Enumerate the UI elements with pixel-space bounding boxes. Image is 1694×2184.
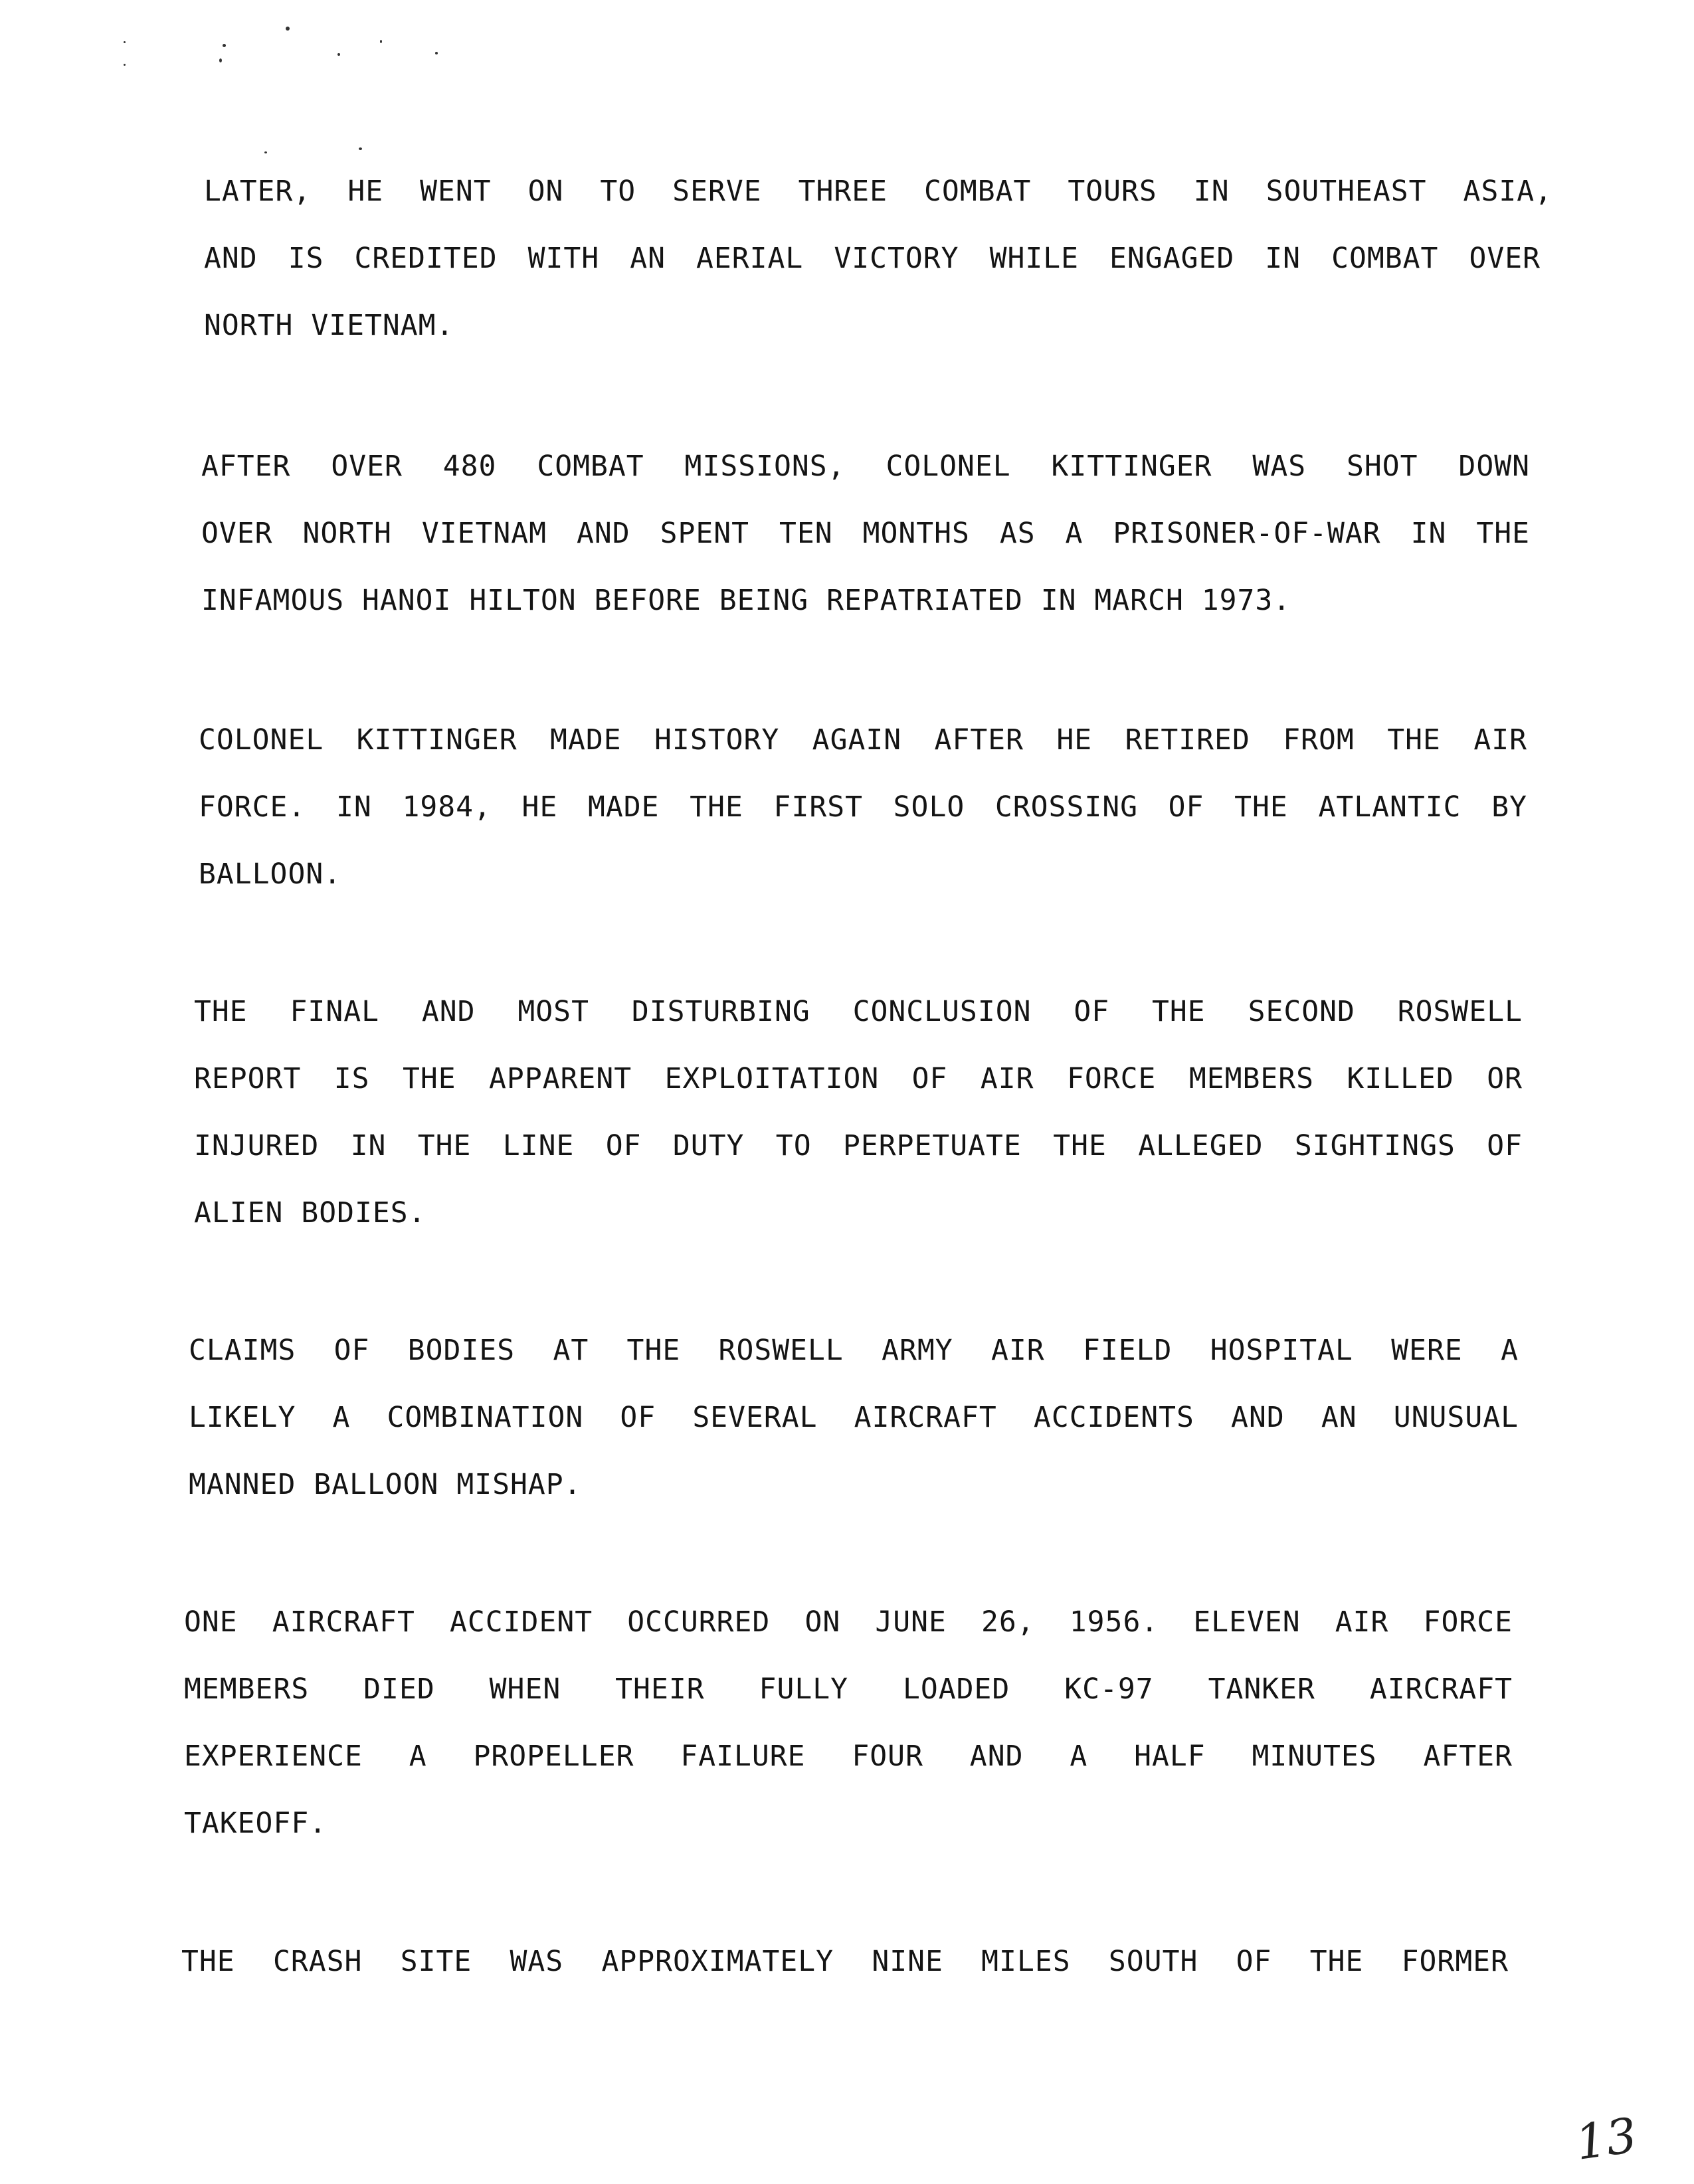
text-line: ALIEN BODIES. bbox=[194, 1196, 426, 1229]
text-line: CLAIMS OF BODIES AT THE ROSWELL ARMY AIR FIELD HOSPITAL WERE A bbox=[189, 1334, 1519, 1367]
text-line: FORCE. IN 1984, HE MADE THE FIRST SOLO CROSSING OF THE ATLANTIC BY bbox=[199, 790, 1527, 824]
paragraph-3 bbox=[199, 707, 1527, 908]
paragraph-7 bbox=[181, 1928, 1509, 1995]
text-line: LIKELY A COMBINATION OF SEVERAL AIRCRAFT ACCIDENTS AND AN UNUSUAL bbox=[189, 1401, 1519, 1434]
text-line: TAKEOFF. bbox=[184, 1807, 328, 1840]
scan-speck bbox=[264, 151, 267, 153]
text-line: AFTER OVER 480 COMBAT MISSIONS, COLONEL KITTINGER WAS SHOT DOWN bbox=[201, 450, 1530, 483]
scan-speck bbox=[359, 147, 362, 150]
text-line: LATER, HE WENT ON TO SERVE THREE COMBAT TOURS IN SOUTHEAST ASIA, bbox=[204, 175, 1553, 208]
text-line: COLONEL KITTINGER MADE HISTORY AGAIN AFTER HE RETIRED FROM THE AIR bbox=[199, 723, 1527, 757]
text-line: NORTH VIETNAM. bbox=[204, 309, 454, 342]
scan-speck bbox=[286, 27, 290, 31]
scan-speck bbox=[124, 64, 126, 66]
text-line: THE CRASH SITE WAS APPROXIMATELY NINE MILES SOUTH OF THE FORMER bbox=[181, 1945, 1509, 1978]
scan-speck bbox=[223, 44, 226, 47]
text-line: MEMBERS DIED WHEN THEIR FULLY LOADED KC-97 TANKER AIRCRAFT bbox=[184, 1673, 1513, 1706]
text-line: INFAMOUS HANOI HILTON BEFORE BEING REPATRIATED IN MARCH 1973. bbox=[201, 584, 1291, 617]
paragraph-4 bbox=[194, 978, 1523, 1247]
scan-speck bbox=[435, 52, 438, 54]
text-line: THE FINAL AND MOST DISTURBING CONCLUSION OF THE SECOND ROSWELL bbox=[194, 995, 1523, 1028]
text-line: ONE AIRCRAFT ACCIDENT OCCURRED ON JUNE 26, 1956. ELEVEN AIR FORCE bbox=[184, 1605, 1513, 1639]
paragraph-6 bbox=[184, 1589, 1513, 1857]
text-line: INJURED IN THE LINE OF DUTY TO PERPETUATE THE ALLEGED SIGHTINGS OF bbox=[194, 1129, 1523, 1162]
paragraph-1 bbox=[204, 158, 1553, 359]
text-line: EXPERIENCE A PROPELLER FAILURE FOUR AND A HALF MINUTES AFTER bbox=[184, 1740, 1513, 1773]
paragraph-5 bbox=[189, 1317, 1519, 1518]
text-line: OVER NORTH VIETNAM AND SPENT TEN MONTHS AS A PRISONER-OF-WAR IN THE bbox=[201, 517, 1530, 550]
text-line: BALLOON. bbox=[199, 858, 342, 891]
text-line: REPORT IS THE APPARENT EXPLOITATION OF AIR FORCE MEMBERS KILLED OR bbox=[194, 1062, 1523, 1095]
scan-speck bbox=[219, 58, 222, 62]
scan-speck bbox=[124, 41, 126, 43]
paragraph-2 bbox=[201, 433, 1530, 634]
scan-speck bbox=[337, 53, 340, 56]
text-line: AND IS CREDITED WITH AN AERIAL VICTORY WHILE ENGAGED IN COMBAT OVER bbox=[204, 242, 1541, 275]
text-line: MANNED BALLOON MISHAP. bbox=[189, 1468, 582, 1501]
scan-speck bbox=[380, 40, 382, 43]
page-number: 13 bbox=[1572, 2107, 1641, 2171]
